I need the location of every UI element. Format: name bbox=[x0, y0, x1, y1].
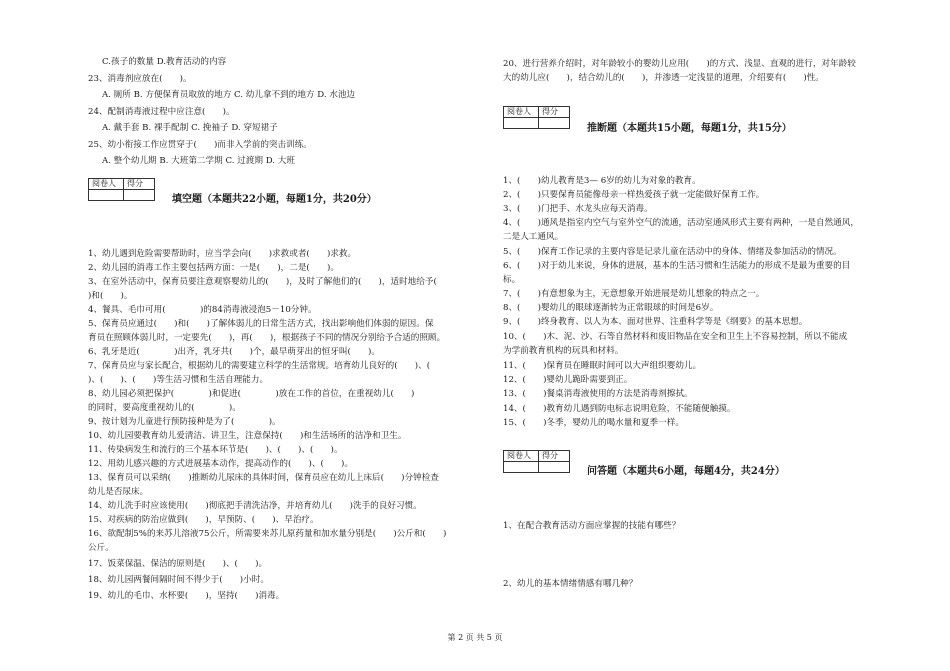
grader-cell bbox=[504, 462, 539, 473]
score-label: 得分 bbox=[539, 451, 570, 462]
question-line: 25、幼小衔接工作应贯穿于( )而非入学前的突击训练。 bbox=[88, 140, 312, 150]
judge-line: 标。 bbox=[503, 275, 521, 285]
fill-line: 9、按计划为儿童进行预防接种是为了( )。 bbox=[88, 417, 281, 427]
grader-table bbox=[88, 178, 155, 201]
score-cell bbox=[539, 462, 570, 473]
judge-line: 2、( )只要保育员能像母亲一样热爱孩子就一定能做好保育工作。 bbox=[503, 190, 765, 200]
question-line: 24、配制消毒液过程中应注意( )。 bbox=[88, 107, 235, 117]
grader-table bbox=[503, 106, 570, 129]
section-title-fill: 填空题（本题共22小题，每题1分，共20分） bbox=[172, 194, 377, 205]
score-cell bbox=[539, 118, 570, 129]
grader-cell bbox=[89, 190, 124, 201]
fill-line: 12、用幼儿感兴趣的方式进展基本动作，提高动作的( )、( )。 bbox=[88, 459, 353, 469]
fill-line: 15、对疾病的防治应做到( )，早预防、( )、早治疗。 bbox=[88, 515, 319, 525]
fill-line: 10、幼儿园要教育幼儿爱清洁、讲卫生，注意保持( )和生活场所的洁净和卫生。 bbox=[88, 431, 407, 441]
fill-line: 17、饭菜保温、保洁的原则是( )、( )。 bbox=[88, 559, 268, 569]
judge-line: 9、( )终身教育、以人为本、面对世界、注重科学等是《纲要》的基本思想。 bbox=[503, 317, 808, 327]
score-cell bbox=[124, 190, 155, 201]
section-title-judge: 推断题（本题共15小题，每题1分，共15分） bbox=[587, 123, 792, 134]
grader-table bbox=[503, 450, 570, 473]
question-line: 20、进行营养介绍时，对年龄较小的婴幼儿应用( )的方式、浅显、直观的进行，对年龄较 bbox=[503, 59, 856, 69]
judge-line: 8、( )婴幼儿的眼球逐渐转为正常眼球的时间是6岁。 bbox=[503, 303, 719, 313]
fill-line: 2、幼儿园的消毒工作主要包括两方面：一是( )，二是( )。 bbox=[88, 263, 339, 273]
fill-line: 的同时，要高度重视幼儿的( )。 bbox=[88, 403, 241, 413]
question-line: A. 整个幼儿期 B. 大班第二学期 C. 过渡期 D. 大班 bbox=[102, 156, 295, 166]
question-line: C.孩子的数量 D.教育活动的内容 bbox=[102, 57, 227, 67]
fill-line: 16、欲配制5%的来苏儿溶液75公斤，所需要来苏儿原药量和加水量分别是( )公斤和( ) bbox=[88, 529, 447, 539]
fill-line: 11、传染病发生和流行的三个基本环节是( )、( )、( )。 bbox=[88, 445, 343, 455]
page-footer: 第 2 页 共 5 页 bbox=[447, 633, 503, 642]
judge-line: 5、( )保育工作记录的主要内容是记录儿童在活动中的身体、情绪及参加活动的情况。 bbox=[503, 247, 842, 257]
fill-line: 公斤。 bbox=[88, 543, 114, 553]
grader-label: 阅卷人 bbox=[504, 451, 539, 462]
fill-line: 1、幼儿遇到危险需要帮助时，应当学会向( )求救或者( )求救。 bbox=[88, 249, 357, 259]
judge-line: 7、( )有意想象为主，无意想象开始进展是幼儿想象的特点之一。 bbox=[503, 289, 765, 299]
fill-line: 13、保育员可以采纳( )推断幼儿尿床的具体时间，保育员应在幼儿上床后( )分钟检查 bbox=[88, 473, 439, 483]
fill-line: 幼儿是否尿床。 bbox=[88, 487, 149, 497]
judge-line: 10、( )木、泥、沙、石等自然材料和废旧物品在安全和卫生上不容易控制，所以不能成 bbox=[503, 332, 848, 342]
grader-cell bbox=[504, 118, 539, 129]
fill-line: )、( )、( )等生活习惯和生活自理能力。 bbox=[88, 375, 269, 385]
fill-line: )和( )。 bbox=[88, 291, 133, 301]
judge-line: 为学前教育机构的玩具和材料。 bbox=[503, 346, 624, 356]
judge-line: 12、( )婴幼儿跪卧需要到正。 bbox=[503, 375, 633, 385]
score-label: 得分 bbox=[539, 107, 570, 118]
grader-label: 阅卷人 bbox=[504, 107, 539, 118]
judge-line: 15、( )冬季，婴幼儿的喝水量和夏季一样。 bbox=[503, 418, 684, 428]
judge-line: 4、( )通风是指室内空气与室外空气的流通，活动室通风形式主要有两种，一是自然通风， bbox=[503, 218, 859, 228]
question-line: A. 厕所 B. 方便保育员取放的地方 C. 幼儿拿不到的地方 D. 水池边 bbox=[102, 90, 356, 100]
judge-line: 二是人工通风。 bbox=[503, 232, 564, 242]
judge-line: 6、( )对于幼儿来说，身体的进展，基本的生活习惯和生活能力的形成不是最为重要的目 bbox=[503, 261, 851, 271]
fill-line: 4、餐具、毛巾可用( )的84消毒液浸泡5－10分钟。 bbox=[88, 305, 317, 315]
fill-line: 18、幼儿园两餐间隔时间不得少于( )小时。 bbox=[88, 575, 269, 585]
grader-label: 阅卷人 bbox=[89, 179, 124, 190]
judge-line: 14、( )教育幼儿遇到防电标志说明危险，不能随便触摸。 bbox=[503, 404, 736, 414]
judge-line: 13、( )餐桌消毒液使用的方法是消毒剂擦拭。 bbox=[503, 389, 693, 399]
question-line: A. 戴手套 B. 裸手配制 C. 挽袖子 D. 穿短裙子 bbox=[102, 123, 278, 133]
judge-line: 1、( )幼儿教育是3— 6岁的幼儿为对象的教育。 bbox=[503, 176, 701, 186]
fill-line: 育员在照顾体弱儿时，一定要先( )，再( )，根据孩子不同的情况分别给予合适的照顾。 bbox=[88, 333, 446, 343]
question-line: 大的幼儿应( )，结合幼儿的( )，并渗透一定浅显的道理，介绍要有( )性。 bbox=[503, 73, 824, 83]
fill-line: 19、幼儿的毛巾、水杯要( )，坚持( )消毒。 bbox=[88, 591, 285, 601]
qa-line: 1、在配合教育活动方面应掌握的技能有哪些？ bbox=[503, 521, 681, 531]
question-line: 23、消毒剂应放在( )。 bbox=[88, 74, 192, 84]
fill-line: 7、保育员应与家长配合，根据幼儿的需要建立科学的生活常规。培育幼儿良好的( )、( bbox=[88, 361, 431, 371]
judge-line: 11、( )保育员在睡眠时间可以大声组织婴幼儿。 bbox=[503, 361, 702, 371]
score-label: 得分 bbox=[124, 179, 155, 190]
fill-line: 6、乳牙是近( )出齐，乳牙共( )个，最早萌芽出的恒牙叫( )。 bbox=[88, 347, 380, 357]
judge-line: 3、( )门把手、水龙头应每天消毒。 bbox=[503, 204, 653, 214]
fill-line: 8、幼儿园必须把保护( )和促进( )放在工作的首位，在重视幼儿( ) bbox=[88, 389, 415, 399]
fill-line: 3、在室外活动中，保育员要注意观察婴幼儿的( )，及时了解他们的( )，适时地给予( bbox=[88, 277, 437, 287]
fill-line: 5、保育员应通过( )和( )了解体弱儿的日常生活方式，找出影响他们体弱的原因。保 bbox=[88, 319, 434, 329]
section-title-qa: 问答题（本题共6小题，每题4分，共24分） bbox=[587, 466, 785, 477]
qa-line: 2、幼儿的基本情绪情感有哪几种？ bbox=[503, 579, 638, 589]
fill-line: 14、幼儿洗手时应该使用( )彻底把手清洗洁净，并培育幼儿( )洗手的良好习惯。 bbox=[88, 501, 422, 511]
